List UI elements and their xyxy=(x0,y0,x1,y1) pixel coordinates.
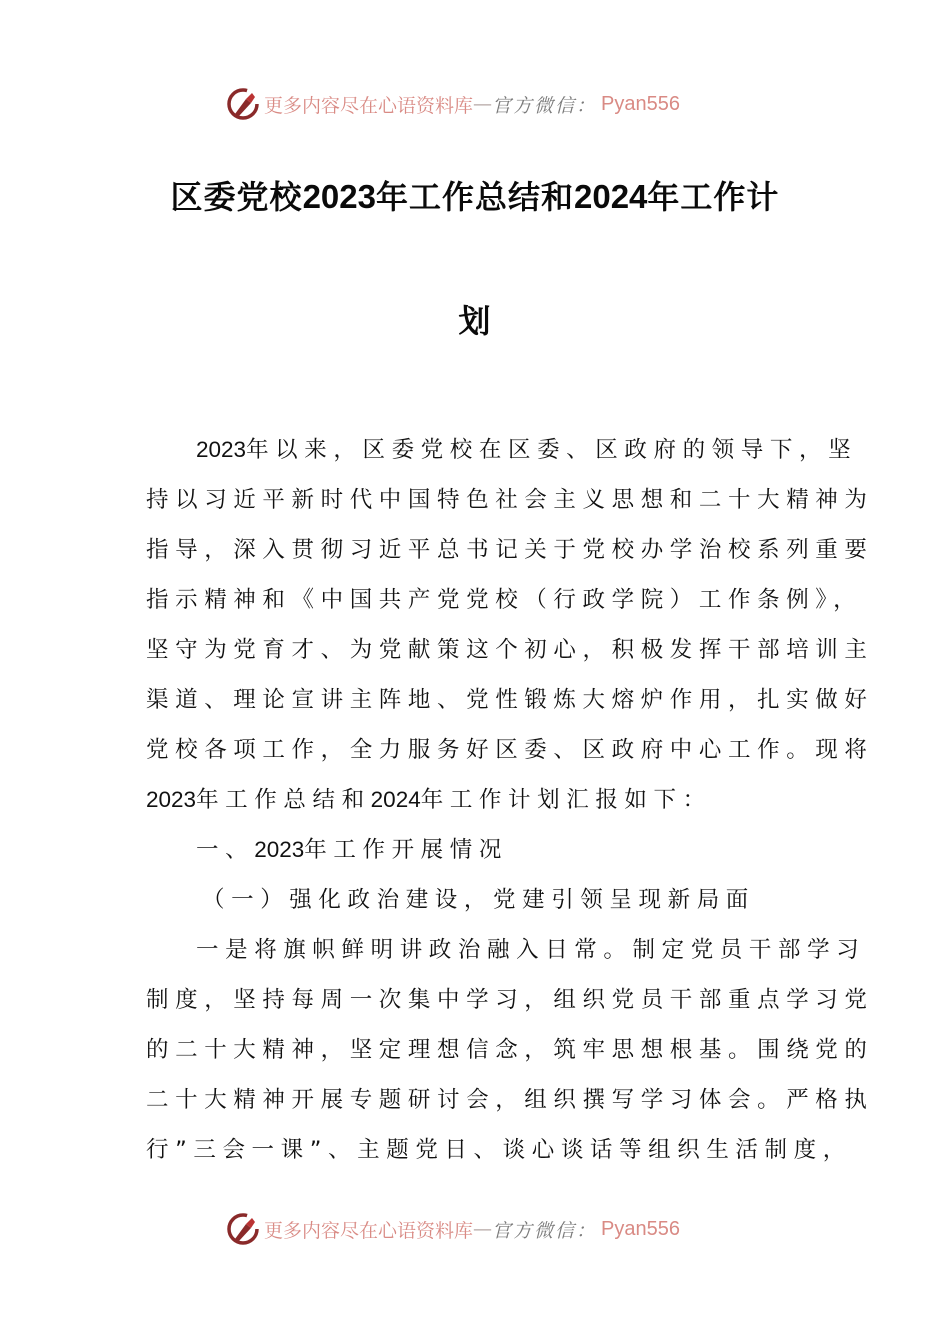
year: 2023 xyxy=(254,837,305,862)
body-line: 二十大精神开展专题研讨会，组织撰写学习体会。严格执 xyxy=(146,1087,874,1113)
header-watermark xyxy=(226,84,680,124)
body-line: 渠道、理论宣讲主阵地、党性锻炼大熔炉作用，扎实做好 xyxy=(146,687,874,713)
watermark-text: 更多内容尽在心语资料库 xyxy=(264,1219,474,1242)
body-line: 党校各项工作，全力服务好区委、区政府中心工作。现将 xyxy=(146,737,874,763)
heading-text: 年工作开展情况 xyxy=(304,837,508,863)
pen-nib-logo-icon xyxy=(226,87,260,121)
watermark-text: 更多内容尽在心语资料库 xyxy=(264,94,474,117)
title-year: 2024 xyxy=(574,178,648,215)
document-body xyxy=(146,425,874,1175)
body-line: 持以习近平新时代中国特色社会主义思想和二十大精神为 xyxy=(146,487,874,513)
document-title-line2: 划 xyxy=(458,302,492,340)
body-line: 行”三会一课”、主题党日、谈心谈话等组织生活制度， xyxy=(146,1137,852,1163)
title-part: 年工作总结和 xyxy=(375,178,574,216)
watermark-wechat-id: Pyan556 xyxy=(601,1217,680,1240)
body-line: 的二十大精神，坚定理想信念，筑牢思想根基。围绕党的 xyxy=(146,1037,874,1063)
watermark-wechat-label: 官方微信： xyxy=(492,1219,598,1242)
pen-nib-logo-icon xyxy=(226,1212,260,1246)
section-heading xyxy=(146,825,806,875)
watermark-wechat-label: 官方微信： xyxy=(492,94,598,117)
body-line: 指导，深入贯彻习近平总书记关于党校办学治校系列重要 xyxy=(146,537,874,563)
line-text: 年工作总结和 xyxy=(196,787,371,813)
line-text: 年工作计划汇报如下： xyxy=(420,787,712,813)
body-line: 制度，坚持每周一次集中学习，组织党员干部重点学习党 xyxy=(146,987,874,1013)
body-line: 一是将旗帜鲜明讲政治融入日常。制定党员干部学习 xyxy=(196,937,866,963)
title-year: 2023 xyxy=(302,178,376,215)
year: 2023 xyxy=(196,437,247,462)
body-line: 坚守为党育才、为党献策这个初心，积极发挥干部培训主 xyxy=(146,637,874,663)
year: 2023 xyxy=(146,787,197,812)
body-line: 指示精神和《中国共产党党校（行政学院）工作条例》， xyxy=(146,587,863,613)
title-part: 年工作计 xyxy=(647,178,780,216)
title-part: 区委党校 xyxy=(170,178,303,216)
heading-prefix: 一、 xyxy=(196,837,255,863)
document-title-line1 xyxy=(0,172,950,218)
body-line xyxy=(146,425,858,475)
footer-watermark xyxy=(226,1209,680,1249)
watermark-dash: — xyxy=(473,93,493,115)
subsection-heading: （一）强化政治建设，党建引领呈现新局面 xyxy=(202,887,755,913)
year: 2024 xyxy=(370,787,421,812)
line-text: 年以来，区委党校在区委、区政府的领导下，坚 xyxy=(246,437,858,463)
watermark-dash: — xyxy=(473,1218,493,1240)
watermark-wechat-id: Pyan556 xyxy=(601,92,680,115)
body-line xyxy=(146,775,806,825)
